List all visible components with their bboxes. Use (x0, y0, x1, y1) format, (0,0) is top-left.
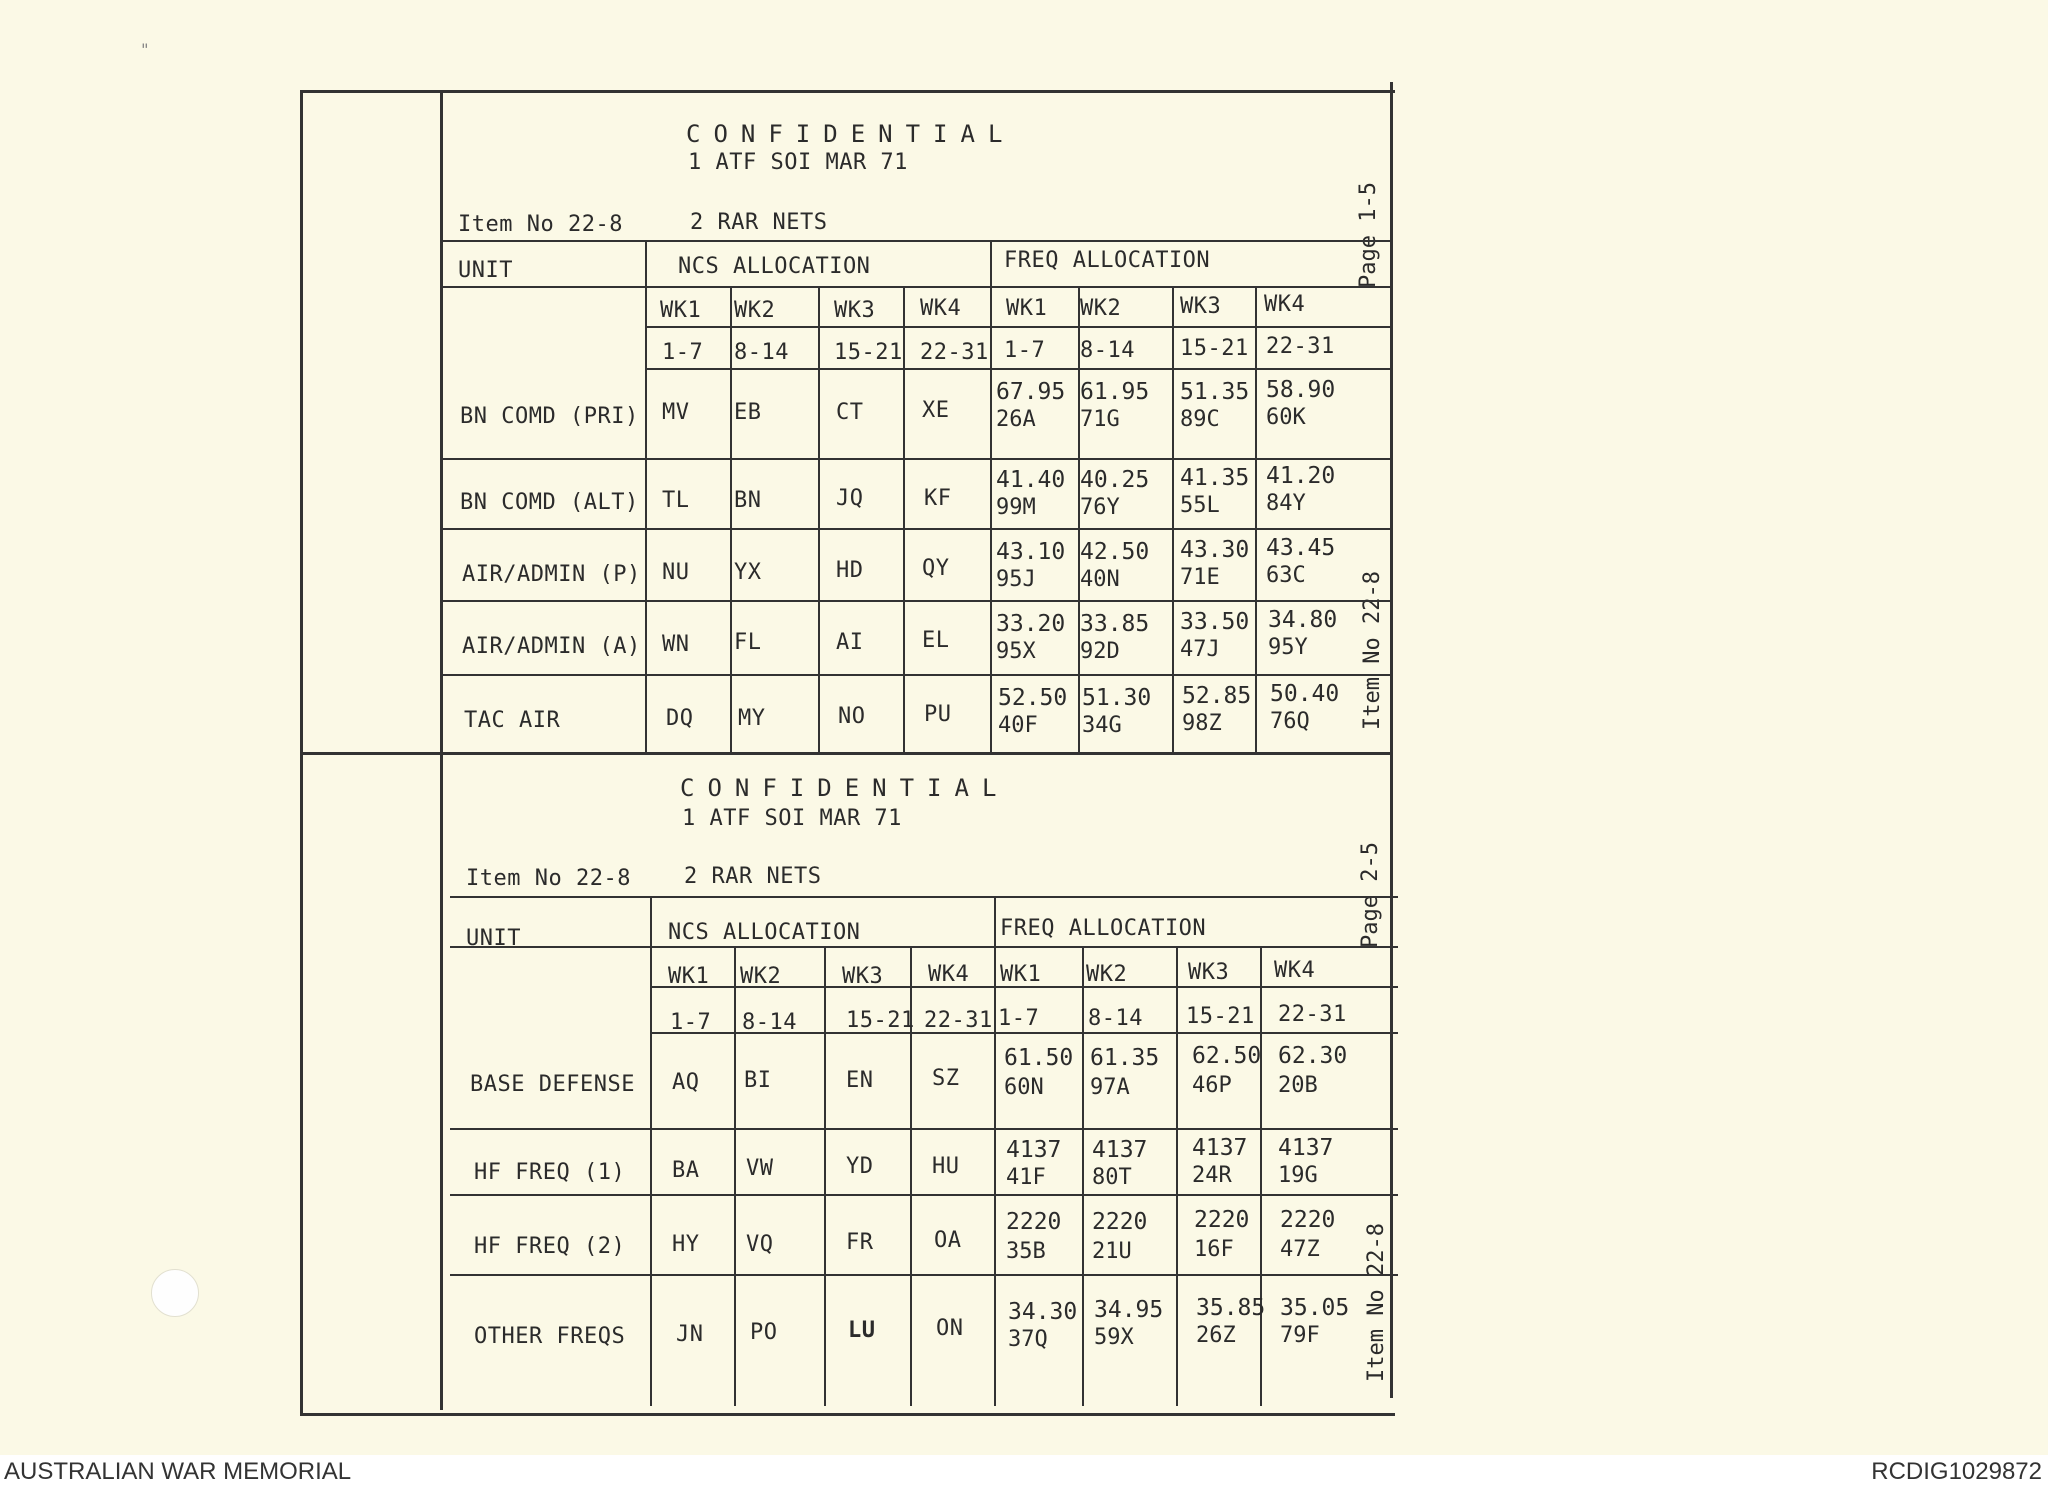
freq-day-range: 15-21 (1180, 336, 1249, 361)
freq-day-range: 22-31 (1278, 1002, 1347, 1027)
freq-week-header: WK3 (1180, 294, 1222, 319)
freq-week-header: WK2 (1080, 296, 1122, 321)
freq-value: 34.80 (1268, 607, 1338, 633)
footer-source: AUSTRALIAN WAR MEMORIAL (4, 1458, 352, 1485)
page-side-label: Page 2-5 (1358, 842, 1383, 948)
freq-value: 34.30 (1008, 1299, 1078, 1325)
freq-callsign: 26Z (1196, 1323, 1236, 1348)
freq-week-header: WK1 (1000, 962, 1042, 987)
ncs-day-range: 22-31 (924, 1008, 993, 1033)
freq-callsign: 35B (1006, 1239, 1046, 1264)
ncs-week-header: WK2 (734, 298, 776, 323)
freq-callsign: 16F (1194, 1237, 1234, 1262)
table-col-rule (994, 896, 996, 1406)
freq-value: 43.45 (1266, 535, 1336, 561)
freq-callsign: 84Y (1266, 491, 1306, 516)
ncs-cell: XE (922, 398, 950, 423)
unit-cell: BASE DEFENSE (470, 1072, 635, 1097)
freq-value: 43.30 (1180, 537, 1250, 563)
freq-callsign: 47J (1180, 637, 1220, 662)
ncs-week-header: WK3 (842, 964, 884, 989)
freq-callsign: 76Q (1270, 709, 1310, 734)
freq-value: 2220 (1006, 1209, 1062, 1235)
freq-callsign: 98Z (1182, 711, 1222, 736)
freq-value: 41.40 (996, 467, 1066, 493)
ncs-cell: WN (662, 632, 690, 657)
ncs-cell: CT (836, 400, 864, 425)
ncs-cell: BA (672, 1158, 700, 1183)
stray-mark: " (140, 40, 150, 59)
table-col-rule (645, 240, 647, 752)
table-rule (443, 528, 1391, 530)
freq-callsign: 40N (1080, 567, 1120, 592)
ncs-cell: AQ (672, 1070, 700, 1095)
freq-callsign: 99M (996, 495, 1036, 520)
freq-week-header: WK4 (1264, 292, 1306, 317)
freq-value: 61.35 (1090, 1045, 1160, 1071)
ncs-cell: MY (738, 706, 766, 731)
table-rule (443, 600, 1391, 602)
ncs-cell: OA (934, 1228, 962, 1253)
ncs-day-range: 1-7 (662, 340, 704, 365)
table-rule (443, 286, 1391, 288)
freq-week-header: WK2 (1086, 962, 1128, 987)
ncs-cell: YD (846, 1154, 874, 1179)
item-side-label: Item No 22-8 (1364, 1223, 1389, 1382)
freq-value: 52.85 (1182, 683, 1252, 709)
footer-id: RCDIG1029872 (1871, 1458, 2042, 1485)
freq-callsign: 55L (1180, 493, 1220, 518)
freq-value: 62.30 (1278, 1043, 1348, 1069)
ncs-week-header: WK3 (834, 298, 876, 323)
ncs-day-range: 15-21 (834, 340, 903, 365)
ncs-cell: NO (838, 704, 866, 729)
ncs-week-header: WK2 (740, 964, 782, 989)
table-rule (443, 458, 1391, 460)
freq-callsign: 89C (1180, 407, 1220, 432)
freq-value: 2220 (1194, 1207, 1250, 1233)
form-margin-line (440, 90, 443, 1410)
ncs-cell: PO (750, 1320, 778, 1345)
freq-callsign: 59X (1094, 1325, 1134, 1350)
ncs-week-header: WK1 (660, 298, 702, 323)
unit-cell: AIR/ADMIN (A) (462, 634, 641, 659)
table-col-rule (730, 286, 732, 752)
freq-callsign: 34G (1082, 713, 1122, 738)
ncs-cell: VQ (746, 1232, 774, 1257)
freq-callsign: 19G (1278, 1163, 1318, 1188)
ncs-cell: HY (672, 1232, 700, 1257)
ncs-cell: BN (734, 488, 762, 513)
freq-value: 33.20 (996, 611, 1066, 637)
freq-value: 35.85 (1196, 1295, 1266, 1321)
freq-callsign: 71E (1180, 565, 1220, 590)
item-label: Item No 22-8 (466, 866, 631, 891)
table-rule (443, 240, 1391, 242)
ncs-cell: DQ (666, 706, 694, 731)
table-rule (450, 1274, 1398, 1276)
freq-value: 2220 (1092, 1209, 1148, 1235)
ncs-cell: BI (744, 1068, 772, 1093)
freq-callsign: 46P (1192, 1073, 1232, 1098)
freq-week-header: WK1 (1006, 296, 1048, 321)
freq-value: 4137 (1092, 1137, 1148, 1163)
ncs-cell: KF (924, 486, 952, 511)
freq-value: 34.95 (1094, 1297, 1164, 1323)
table-rule (450, 946, 1398, 948)
unit-cell: TAC AIR (464, 708, 561, 733)
ncs-cell: JN (676, 1322, 704, 1347)
freq-callsign: 21U (1092, 1239, 1132, 1264)
ncs-cell: QY (922, 556, 950, 581)
ncs-week-header: WK4 (920, 296, 962, 321)
unit-cell: HF FREQ (2) (474, 1234, 626, 1259)
punch-hole (151, 1269, 199, 1317)
page-side-label: Page 1-5 (1356, 182, 1381, 288)
freq-value: 33.85 (1080, 611, 1150, 637)
freq-callsign: 76Y (1080, 495, 1120, 520)
classification: CONFIDENTIAL (686, 120, 1016, 148)
freq-callsign: 95J (996, 567, 1036, 592)
freq-value: 62.50 (1192, 1043, 1262, 1069)
ncs-day-range: 8-14 (734, 340, 789, 365)
table-col-rule (990, 240, 992, 752)
freq-callsign: 92D (1080, 639, 1120, 664)
freq-value: 43.10 (996, 539, 1066, 565)
ncs-header: NCS ALLOCATION (678, 254, 871, 279)
ncs-cell: AI (836, 630, 864, 655)
freq-week-header: WK4 (1274, 958, 1316, 983)
table-col-rule (1260, 946, 1262, 1406)
reference: 1 ATF SOI MAR 71 (682, 806, 902, 831)
freq-value: 41.35 (1180, 465, 1250, 491)
ncs-cell: LU (848, 1318, 876, 1343)
ncs-cell: JQ (836, 486, 864, 511)
freq-value: 61.95 (1080, 379, 1150, 405)
freq-value: 52.50 (998, 685, 1068, 711)
ncs-cell: FL (734, 630, 762, 655)
table-col-rule (1255, 286, 1257, 752)
freq-value: 33.50 (1180, 609, 1250, 635)
freq-value: 58.90 (1266, 377, 1336, 403)
table-rule (450, 896, 1398, 898)
freq-callsign: 47Z (1280, 1237, 1320, 1262)
ncs-header: NCS ALLOCATION (668, 920, 861, 945)
freq-header: FREQ ALLOCATION (1000, 916, 1207, 941)
freq-header: FREQ ALLOCATION (1004, 248, 1211, 273)
table-col-rule (1176, 946, 1178, 1406)
ncs-cell: NU (662, 560, 690, 585)
freq-day-range: 8-14 (1080, 338, 1135, 363)
freq-callsign: 37Q (1008, 1327, 1048, 1352)
freq-value: 67.95 (996, 379, 1066, 405)
freq-callsign: 20B (1278, 1073, 1318, 1098)
unit-cell: BN COMD (ALT) (460, 490, 639, 515)
freq-callsign: 26A (996, 407, 1036, 432)
ncs-cell: ON (936, 1316, 964, 1341)
ncs-cell: VW (746, 1156, 774, 1181)
ncs-day-range: 22-31 (920, 340, 989, 365)
table-col-rule (1082, 946, 1084, 1406)
unit-header: UNIT (458, 258, 513, 283)
unit-cell: HF FREQ (1) (474, 1160, 626, 1185)
item-label: Item No 22-8 (458, 212, 623, 237)
ncs-day-range: 8-14 (742, 1010, 797, 1035)
freq-value: 51.30 (1082, 685, 1152, 711)
freq-callsign: 41F (1006, 1165, 1046, 1190)
table-col-rule (1172, 286, 1174, 752)
table-col-rule (818, 286, 820, 752)
item-side-label: Item No 22-8 (1360, 571, 1385, 730)
freq-week-header: WK3 (1188, 960, 1230, 985)
table-rule (645, 368, 1391, 370)
unit-cell: OTHER FREQS (474, 1324, 626, 1349)
freq-value: 42.50 (1080, 539, 1150, 565)
freq-callsign: 24R (1192, 1163, 1232, 1188)
freq-value: 4137 (1006, 1137, 1062, 1163)
ncs-cell: HD (836, 558, 864, 583)
ncs-cell: HU (932, 1154, 960, 1179)
table-rule (450, 1194, 1398, 1196)
freq-callsign: 97A (1090, 1075, 1130, 1100)
freq-value: 4137 (1278, 1135, 1334, 1161)
freq-callsign: 63C (1266, 563, 1306, 588)
table-rule (450, 1128, 1398, 1130)
panel-divider (300, 752, 1392, 755)
ncs-cell: YX (734, 560, 762, 585)
ncs-week-header: WK1 (668, 964, 710, 989)
freq-callsign: 60N (1004, 1075, 1044, 1100)
freq-value: 41.20 (1266, 463, 1336, 489)
freq-callsign: 71G (1080, 407, 1120, 432)
table-rule (645, 326, 1391, 328)
reference: 1 ATF SOI MAR 71 (688, 150, 908, 175)
ncs-cell: EL (922, 628, 950, 653)
freq-day-range: 15-21 (1186, 1004, 1255, 1029)
freq-value: 40.25 (1080, 467, 1150, 493)
freq-value: 61.50 (1004, 1045, 1074, 1071)
freq-day-range: 1-7 (998, 1006, 1040, 1031)
table-col-rule (734, 946, 736, 1406)
freq-callsign: 95Y (1268, 635, 1308, 660)
ncs-cell: FR (846, 1230, 874, 1255)
unit-cell: AIR/ADMIN (P) (462, 562, 641, 587)
ncs-week-header: WK4 (928, 962, 970, 987)
freq-callsign: 40F (998, 713, 1038, 738)
net-name: 2 RAR NETS (690, 210, 828, 235)
ncs-cell: PU (924, 702, 952, 727)
table-rule (443, 674, 1391, 676)
ncs-cell: MV (662, 400, 690, 425)
net-name: 2 RAR NETS (684, 864, 822, 889)
freq-value: 2220 (1280, 1207, 1336, 1233)
unit-header: UNIT (466, 926, 521, 951)
ncs-day-range: 1-7 (670, 1010, 712, 1035)
freq-callsign: 60K (1266, 405, 1306, 430)
ncs-cell: TL (662, 488, 690, 513)
table-col-rule (824, 946, 826, 1406)
freq-value: 50.40 (1270, 681, 1340, 707)
unit-cell: BN COMD (PRI) (460, 404, 639, 429)
freq-day-range: 8-14 (1088, 1006, 1143, 1031)
freq-callsign: 79F (1280, 1323, 1320, 1348)
ncs-cell: SZ (932, 1066, 960, 1091)
freq-value: 51.35 (1180, 379, 1250, 405)
table-col-rule (650, 896, 652, 1406)
form-frame-right-edge (1390, 82, 1393, 1398)
freq-value: 4137 (1192, 1135, 1248, 1161)
freq-callsign: 95X (996, 639, 1036, 664)
classification: CONFIDENTIAL (680, 774, 1010, 802)
ncs-cell: EB (734, 400, 762, 425)
freq-day-range: 22-31 (1266, 334, 1335, 359)
freq-value: 35.05 (1280, 1295, 1350, 1321)
freq-day-range: 1-7 (1004, 338, 1046, 363)
table-col-rule (903, 286, 905, 752)
ncs-cell: EN (846, 1068, 874, 1093)
freq-callsign: 80T (1092, 1165, 1132, 1190)
ncs-day-range: 15-21 (846, 1008, 915, 1033)
